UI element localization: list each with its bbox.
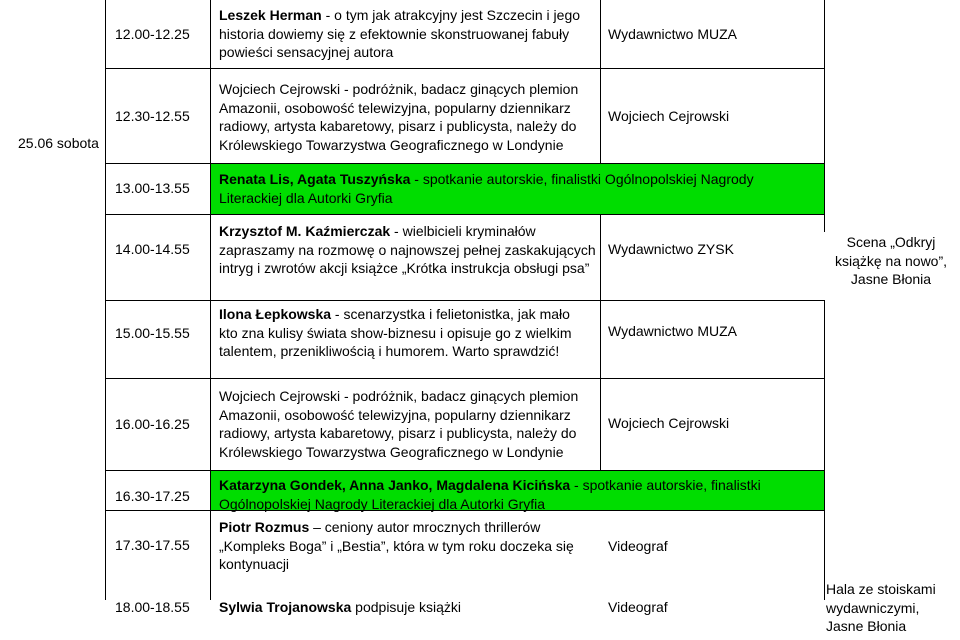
time-cell: 16.00-16.25 bbox=[115, 416, 190, 432]
publisher-cell: Videograf bbox=[608, 538, 668, 554]
time-cell: 15.00-15.55 bbox=[115, 325, 190, 341]
date-label: 25.06 sobota bbox=[18, 135, 99, 151]
venue-cell: Scena „Odkryj książkę na nowo”, Jasne Błonia bbox=[834, 234, 948, 287]
event-description: Wojciech Cejrowski - podróżnik, badacz ginących plemion Amazonii, osobowość telewizyjna, popularny dziennikarz radiowy, artysta kabaretowy, pisarz i publicysta, należy do Królewskiego Towarzystwa Geograficznego w Londynie bbox=[219, 388, 579, 460]
event-description: Ilona Łepkowska - scenarzystka i felietonistka, jak mało kto zna kulisy świata show-biznesu i opisuje go z wielkim talentem, przenikliwością i humorem. Warto sprawdzić! bbox=[219, 306, 572, 359]
time-cell: 18.00-18.55 bbox=[115, 599, 190, 615]
publisher-cell: Wydawnictwo MUZA bbox=[608, 323, 738, 339]
grid-line bbox=[824, 300, 825, 600]
publisher-cell: Wydawnictwo MUZA bbox=[608, 26, 738, 42]
grid-line bbox=[105, 163, 825, 164]
grid-line bbox=[105, 300, 825, 301]
speaker-name: Renata Lis, Agata Tuszyńska bbox=[219, 171, 411, 187]
time-cell: 12.30-12.55 bbox=[115, 108, 190, 124]
event-description: Sylwia Trojanowska podpisuje książki bbox=[219, 599, 462, 615]
event-description: Katarzyna Gondek, Anna Janko, Magdalena Kicińska - spotkanie autorskie, finalistki Ogólnopolskiej Nagrody Literackiej dla Autorki Gryfia bbox=[219, 477, 761, 512]
speaker-name: Sylwia Trojanowska bbox=[219, 599, 352, 615]
publisher-cell: Wojciech Cejrowski bbox=[608, 415, 730, 431]
grid-line bbox=[105, 214, 825, 215]
time-cell: 16.30-17.25 bbox=[115, 488, 190, 504]
speaker-name: Leszek Herman bbox=[219, 7, 322, 23]
time-cell: 12.00-12.25 bbox=[115, 26, 190, 42]
speaker-name: Piotr Rozmus bbox=[219, 519, 310, 535]
grid-line bbox=[105, 470, 825, 471]
publisher-cell: Videograf bbox=[608, 599, 668, 615]
event-description: Piotr Rozmus – ceniony autor mrocznych thrillerów „Kompleks Boga” i „Bestia”, która w tym roku doczeka się kontynuacji bbox=[219, 519, 574, 572]
time-cell: 14.00-14.55 bbox=[115, 241, 190, 257]
event-description: Renata Lis, Agata Tuszyńska - spotkanie autorskie, finalistki Ogólnopolskiej Nagrody Literackiej dla Autorki Gryfia bbox=[219, 171, 754, 206]
grid-line bbox=[105, 68, 825, 69]
event-description: Leszek Herman - o tym jak atrakcyjny jest Szczecin i jego historia dowiemy się z efektownie skonstruowanej fabuły powieści sensacyjnej autora bbox=[219, 7, 581, 60]
speaker-name: Ilona Łepkowska bbox=[219, 306, 332, 322]
publisher-cell: Wydawnictwo ZYSK bbox=[608, 241, 734, 257]
event-description: Krzysztof M. Kaźmierczak - wielbicieli kryminałów zapraszamy na rozmowę o najnowszej pełnej zaskakujących intryg i zwrotów akcji książce „Krótka instrukcja obsługi psa” bbox=[219, 223, 596, 276]
speaker-name: Krzysztof M. Kaźmierczak bbox=[219, 223, 391, 239]
time-cell: 13.00-13.55 bbox=[115, 180, 190, 196]
venue-cell: Hala ze stoiskami wydawniczymi, Jasne Błonia bbox=[826, 581, 936, 634]
grid-line bbox=[600, 0, 601, 163]
grid-line bbox=[600, 214, 601, 470]
time-cell: 17.30-17.55 bbox=[115, 537, 190, 553]
event-description: Wojciech Cejrowski - podróżnik, badacz ginących plemion Amazonii, osobowość telewizyjna, popularny dziennikarz radiowy, artysta kabaretowy, pisarz i publicysta, należy do Królewskiego Towarzystwa Geograficznego w Londynie bbox=[219, 81, 579, 153]
speaker-name: Katarzyna Gondek, Anna Janko, Magdalena Kicińska bbox=[219, 477, 571, 493]
grid-line bbox=[824, 0, 825, 232]
grid-line bbox=[105, 378, 825, 379]
publisher-cell: Wojciech Cejrowski bbox=[608, 108, 730, 124]
